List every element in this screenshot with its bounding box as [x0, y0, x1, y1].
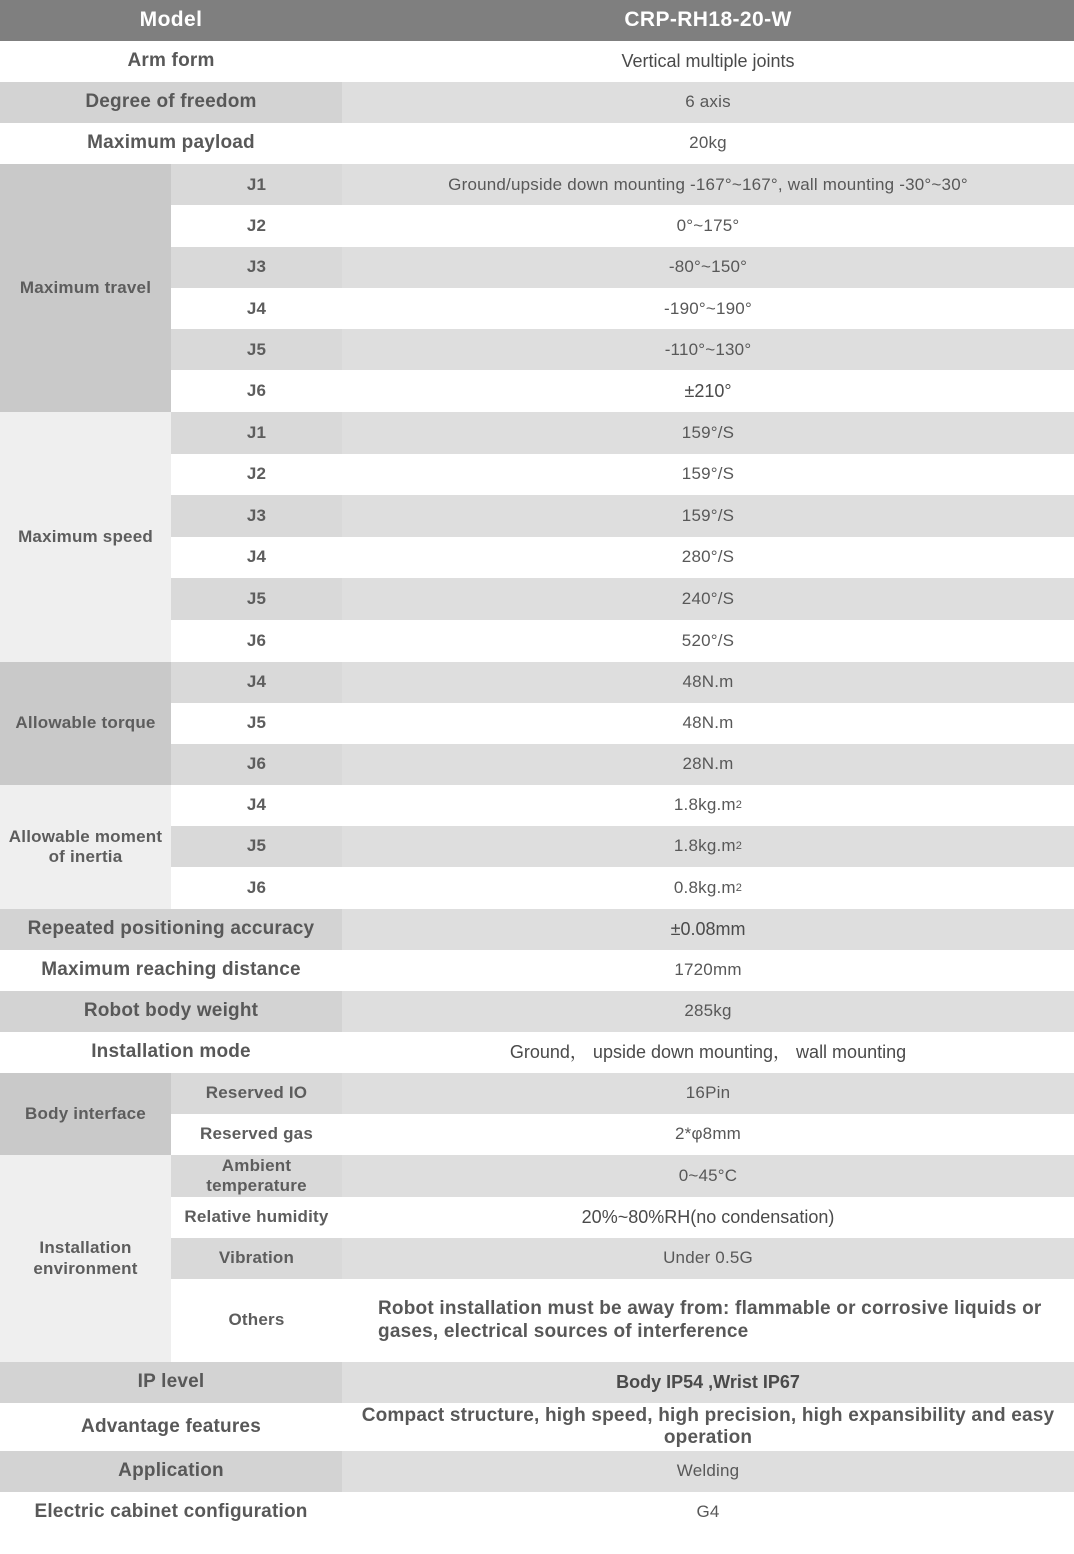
group-label-maximum-travel: Maximum travel — [0, 164, 171, 412]
sub-label-j5: J5 — [171, 578, 342, 620]
sub-label-relative-humidity: Relative humidity — [171, 1197, 342, 1238]
sub-label-j5: J5 — [171, 826, 342, 867]
sub-value-ambient-temperature: 0~45°C — [342, 1155, 1074, 1197]
group-label-installation-environment: Installation environment — [0, 1155, 171, 1362]
row-value-dof: 6 axis — [342, 82, 1074, 123]
sub-label-j4: J4 — [171, 785, 342, 826]
sub-value-j3: -80°~150° — [342, 247, 1074, 288]
table-row — [0, 1155, 1074, 1197]
sub-label-j5: J5 — [171, 329, 342, 370]
sub-label-j4: J4 — [171, 662, 342, 703]
inertia-value-j4: 1.8kg.m — [673, 795, 736, 815]
sub-label-ambient-temperature: Ambient temperature — [171, 1155, 342, 1197]
row-label-cabinet: Electric cabinet configuration — [0, 1492, 342, 1533]
sub-value-j4: 280°/S — [342, 537, 1074, 578]
row-label-dof: Degree of freedom — [0, 82, 342, 123]
table-row — [0, 123, 1074, 164]
row-value-repeat-accuracy: ±0.08mm — [342, 909, 1074, 950]
row-value-arm-form: Vertical multiple joints — [342, 41, 1074, 82]
sub-value-j6: ±210° — [342, 371, 1074, 412]
sub-label-vibration: Vibration — [171, 1238, 342, 1279]
table-row — [0, 164, 1074, 205]
table-row — [0, 785, 1074, 826]
sub-value-j6 — [342, 867, 1074, 909]
sub-label-j3: J3 — [171, 495, 342, 537]
sub-value-j6: 28N.m — [342, 744, 1074, 785]
sub-label-j6: J6 — [171, 867, 342, 909]
sub-value-j4: 48N.m — [342, 662, 1074, 703]
inertia-value-j5: 1.8kg.m — [673, 836, 736, 856]
sub-value-j2: 0°~175° — [342, 205, 1074, 246]
row-label-advantage: Advantage features — [0, 1403, 342, 1451]
row-label-ip-level: IP level — [0, 1362, 342, 1403]
sub-value-j2: 159°/S — [342, 454, 1074, 495]
row-label-application: Application — [0, 1451, 342, 1492]
table-row — [0, 909, 1074, 950]
group-label-body-interface: Body interface — [0, 1073, 171, 1155]
table-row — [0, 950, 1074, 991]
row-value-cabinet: G4 — [342, 1492, 1074, 1533]
sub-value-vibration: Under 0.5G — [342, 1238, 1074, 1279]
table-row — [0, 1492, 1074, 1533]
row-value-payload: 20kg — [342, 123, 1074, 164]
sub-label-j6: J6 — [171, 620, 342, 662]
table-row — [0, 41, 1074, 82]
sub-label-others: Others — [171, 1279, 342, 1362]
table-row — [0, 412, 1074, 454]
row-value-weight: 285kg — [342, 991, 1074, 1032]
sub-value-j4: -190°~190° — [342, 288, 1074, 329]
sub-label-j4: J4 — [171, 537, 342, 578]
table-row — [0, 82, 1074, 123]
row-value-advantage: Compact structure, high speed, high precision, high expansibility and easy operation — [342, 1403, 1074, 1451]
group-label-allowable-moment-of-inertia: Allowable moment of inertia — [0, 785, 171, 909]
group-label-maximum-speed: Maximum speed — [0, 412, 171, 662]
row-value-ip-level: Body IP54 ,Wrist IP67 — [342, 1362, 1074, 1403]
sub-label-reserved-io: Reserved IO — [171, 1073, 342, 1114]
sub-value-j1: Ground/upside down mounting -167°~167°, wall mounting -30°~30° — [342, 164, 1074, 205]
row-label-install-mode: Installation mode — [0, 1032, 342, 1073]
sub-value-j5: 48N.m — [342, 703, 1074, 744]
sub-label-j6: J6 — [171, 744, 342, 785]
row-label-arm-form: Arm form — [0, 41, 342, 82]
sub-value-j5: -110°~130° — [342, 329, 1074, 370]
sub-value-j5 — [342, 826, 1074, 867]
row-label-reach: Maximum reaching distance — [0, 950, 342, 991]
sub-label-j5: J5 — [171, 703, 342, 744]
sub-label-j3: J3 — [171, 247, 342, 288]
sub-value-j4 — [342, 785, 1074, 826]
sub-label-j4: J4 — [171, 288, 342, 329]
sub-label-j2: J2 — [171, 205, 342, 246]
table-row — [0, 1032, 1074, 1073]
sub-value-relative-humidity: 20%~80%RH(no condensation) — [342, 1197, 1074, 1238]
row-label-repeat-accuracy: Repeated positioning accuracy — [0, 909, 342, 950]
sub-value-others: Robot installation must be away from: flammable or corrosive liquids or gases, electrical sources of interference — [342, 1279, 1074, 1362]
sub-value-j3: 159°/S — [342, 495, 1074, 537]
table-row — [0, 1451, 1074, 1492]
sub-value-j5: 240°/S — [342, 578, 1074, 620]
sub-label-reserved-gas: Reserved gas — [171, 1114, 342, 1155]
table-row — [0, 662, 1074, 703]
row-label-payload: Maximum payload — [0, 123, 342, 164]
sub-label-j2: J2 — [171, 454, 342, 495]
header-model-value: CRP-RH18-20-W — [342, 0, 1074, 41]
table-row — [0, 991, 1074, 1032]
sub-value-reserved-gas: 2*φ8mm — [342, 1114, 1074, 1155]
inertia-value-j6: 0.8kg.m — [673, 877, 736, 897]
table-row — [0, 1403, 1074, 1451]
group-label-allowable-torque: Allowable torque — [0, 662, 171, 785]
sub-value-j6: 520°/S — [342, 620, 1074, 662]
row-value-reach: 1720mm — [342, 950, 1074, 991]
sub-label-j6: J6 — [171, 371, 342, 412]
header-model: Model — [0, 0, 342, 41]
row-value-install-mode: Ground， upside down mounting， wall mounting — [342, 1032, 1074, 1073]
sub-value-reserved-io: 16Pin — [342, 1073, 1074, 1114]
sub-label-j1: J1 — [171, 412, 342, 454]
inertia-exponent-j4: 2 — [735, 799, 743, 812]
row-label-weight: Robot body weight — [0, 991, 342, 1032]
inertia-exponent-j5: 2 — [735, 840, 743, 853]
table-row — [0, 1362, 1074, 1403]
table-row — [0, 1073, 1074, 1114]
inertia-exponent-j6: 2 — [735, 881, 743, 894]
sub-value-j1: 159°/S — [342, 412, 1074, 454]
row-value-application: Welding — [342, 1451, 1074, 1492]
sub-label-j1: J1 — [171, 164, 342, 205]
table-header-row — [0, 0, 1074, 41]
